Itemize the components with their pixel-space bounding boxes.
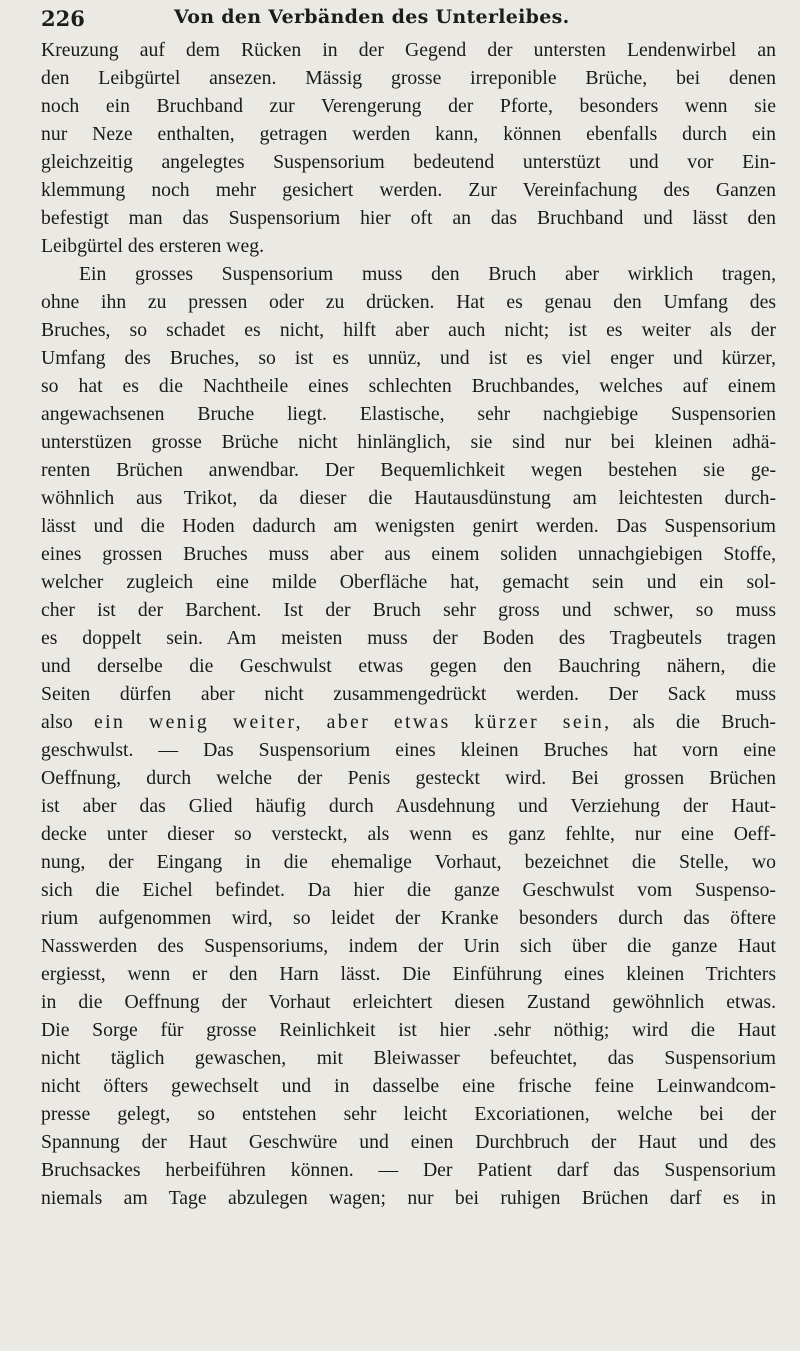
body-text (41, 36, 776, 1212)
text-line (41, 680, 776, 708)
line-text: eines grossen Bruches muss aber aus einem soliden unnachgiebigen Stoffe, (41, 543, 776, 565)
text-line (41, 540, 776, 568)
text-line (41, 372, 776, 400)
text-line (41, 176, 776, 204)
line-text: cher ist der Barchent. Ist der Bruch sehr gross und schwer, so muss (41, 599, 776, 621)
line-text: also (41, 711, 95, 733)
text-line (41, 708, 776, 736)
line-text: Spannung der Haut Geschwüre und einen Durchbruch der Haut und des (41, 1131, 776, 1153)
text-line (41, 932, 776, 960)
text-line (41, 92, 776, 120)
running-title: Von den Verbänden des Unterleibes. (174, 6, 570, 28)
line-text: nur Neze enthalten, getragen werden kann, können ebenfalls durch ein (41, 123, 776, 145)
text-line (41, 64, 776, 92)
line-text: ist aber das Glied häufig durch Ausdehnung und Verziehung der Haut- (41, 795, 776, 817)
text-line (41, 1044, 776, 1072)
line-text: und derselbe die Geschwulst etwas gegen den Bauchring nähern, die (41, 655, 776, 677)
text-line (41, 904, 776, 932)
text-line (41, 1072, 776, 1100)
line-text: Bruches, so schadet es nicht, hilft aber auch nicht; ist es weiter als der (41, 319, 776, 341)
line-text: Kreuzung auf dem Rücken in der Gegend der untersten Lendenwirbel an (41, 39, 776, 61)
running-header (41, 6, 776, 36)
line-text: Leibgürtel des ersteren weg. (41, 235, 265, 257)
text-line (41, 820, 776, 848)
text-line (41, 344, 776, 372)
line-text: so hat es die Nachtheile eines schlechten Bruchbandes, welches auf einem (41, 375, 776, 397)
text-line (41, 232, 776, 260)
line-text: Nasswerden des Suspensoriums, indem der Urin sich über die ganze Haut (41, 935, 776, 957)
text-line (41, 120, 776, 148)
line-text: lässt und die Hoden dadurch am wenigsten genirt werden. Das Suspensorium (41, 515, 776, 537)
line-text: noch ein Bruchband zur Verengerung der Pforte, besonders wenn sie (41, 95, 776, 117)
line-text: angewachsenen Bruche liegt. Elastische, sehr nachgiebige Suspensorien (41, 403, 776, 425)
text-line (41, 624, 776, 652)
text-line (41, 204, 776, 232)
line-text: rium aufgenommen wird, so leidet der Kranke besonders durch das öftere (41, 907, 776, 929)
line-text: ohne ihn zu pressen oder zu drücken. Hat es genau den Umfang des (41, 291, 776, 313)
page-number: 226 (41, 6, 85, 31)
line-text: Oeffnung, durch welche der Penis gesteckt wird. Bei grossen Brüchen (41, 767, 776, 789)
text-line (41, 960, 776, 988)
line-text: sich die Eichel befindet. Da hier die ganze Geschwulst vom Suspenso- (41, 879, 776, 901)
text-line (41, 148, 776, 176)
text-line (41, 456, 776, 484)
emphasized-text: ein wenig weiter, aber etwas kürzer sein, (94, 711, 612, 733)
line-text: unterstüzen grosse Brüche nicht hinlänglich, sie sind nur bei kleinen adhä- (41, 431, 776, 453)
text-line (41, 1156, 776, 1184)
text-line (41, 36, 776, 64)
line-text: ergiesst, wenn er den Harn lässt. Die Einführung eines kleinen Trichters (41, 963, 776, 985)
text-line (41, 596, 776, 624)
line-text: Ein grosses Suspensorium muss den Bruch aber wirklich tragen, (79, 263, 776, 285)
line-text: Umfang des Bruches, so ist es unnüz, und ist es viel enger und kürzer, (41, 347, 776, 369)
text-line (41, 1100, 776, 1128)
line-text: klemmung noch mehr gesichert werden. Zur Vereinfachung des Ganzen (41, 179, 776, 201)
line-text: nicht öfters gewechselt und in dasselbe eine frische feine Leinwandcom- (41, 1075, 776, 1097)
line-text: nung, der Eingang in die ehemalige Vorhaut, bezeichnet die Stelle, wo (41, 851, 776, 873)
line-text: Seiten dürfen aber nicht zusammengedrückt werden. Der Sack muss (41, 683, 776, 705)
text-line (41, 792, 776, 820)
text-line (41, 1128, 776, 1156)
text-line (41, 736, 776, 764)
line-text: geschwulst. — Das Suspensorium eines kleinen Bruches hat vorn eine (41, 739, 776, 761)
text-line (41, 568, 776, 596)
line-text: wöhnlich aus Trikot, da dieser die Hautausdünstung am leichtesten durch- (41, 487, 776, 509)
line-text: niemals am Tage abzulegen wagen; nur bei ruhigen Brüchen darf es in (41, 1187, 776, 1209)
line-text: in die Oeffnung der Vorhaut erleichtert diesen Zustand gewöhnlich etwas. (41, 991, 776, 1013)
text-line (41, 988, 776, 1016)
text-line (41, 400, 776, 428)
line-text: als die Bruch- (611, 711, 776, 733)
line-text: Die Sorge für grosse Reinlichkeit ist hier .sehr nöthig; wird die Haut (41, 1019, 776, 1041)
text-line (41, 288, 776, 316)
line-text: decke unter dieser so versteckt, als wenn es ganz fehlte, nur eine Oeff- (41, 823, 776, 845)
line-text: nicht täglich gewaschen, mit Bleiwasser befeuchtet, das Suspensorium (41, 1047, 776, 1069)
text-line (41, 260, 776, 288)
line-text: welcher zugleich eine milde Oberfläche hat, gemacht sein und ein sol- (41, 571, 776, 593)
text-line (41, 848, 776, 876)
line-text: Bruchsackes herbeiführen können. — Der Patient darf das Suspensorium (41, 1159, 776, 1181)
text-line (41, 876, 776, 904)
text-line (41, 764, 776, 792)
text-line (41, 316, 776, 344)
text-line (41, 1016, 776, 1044)
line-text: den Leibgürtel ansezen. Mässig grosse irreponible Brüche, bei denen (41, 67, 776, 89)
text-line (41, 1184, 776, 1212)
line-text: es doppelt sein. Am meisten muss der Boden des Tragbeutels tragen (41, 627, 776, 649)
text-line (41, 512, 776, 540)
line-text: presse gelegt, so entstehen sehr leicht Excoriationen, welche bei der (41, 1103, 776, 1125)
text-line (41, 652, 776, 680)
line-text: gleichzeitig angelegtes Suspensorium bedeutend unterstüzt und vor Ein- (41, 151, 776, 173)
line-text: befestigt man das Suspensorium hier oft an das Bruchband und lässt den (41, 207, 776, 229)
text-line (41, 428, 776, 456)
text-line (41, 484, 776, 512)
line-text: renten Brüchen anwendbar. Der Bequemlichkeit wegen bestehen sie ge- (41, 459, 776, 481)
